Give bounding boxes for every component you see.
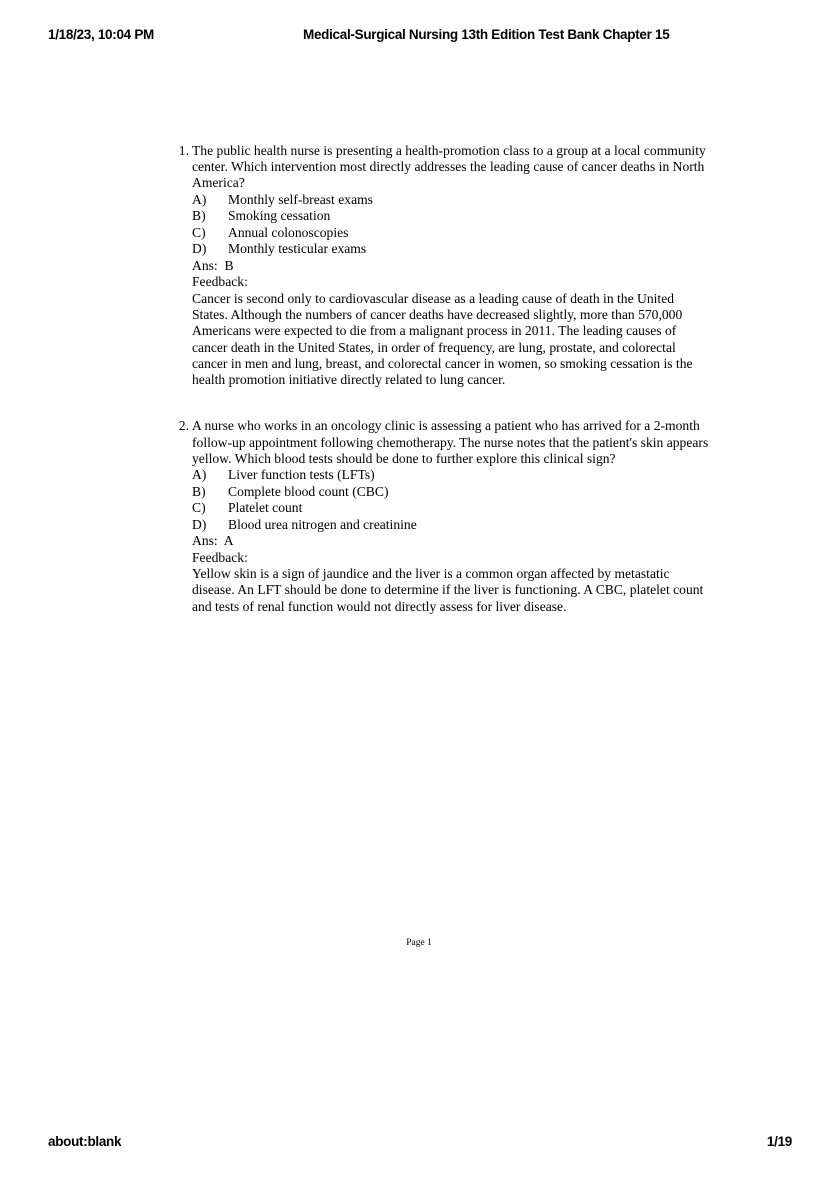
answer-option[interactable]: [192, 517, 715, 534]
option-text: Liver function tests (LFTs): [228, 467, 375, 482]
question-stem: A nurse who works in an oncology clinic is assessing a patient who has arrived for a 2-month follow-up appointment following chemotherapy. The nurse notes that the patient's skin appears yellow. Which blood tests should be done to further explore this clinical sign?: [192, 418, 709, 466]
answer-option[interactable]: [192, 225, 715, 242]
question-number: 2.: [178, 418, 189, 434]
feedback-text: Cancer is second only to cardiovascular disease as a leading cause of death in the United States. Although the numbers of cancer deaths have decreased slightly, more than 570,000 Americans were expected to die from a malignant process in 2011. The leading causes of cancer death in the United States, in order of frequency, are lung, prostate, and colorectal cancer in men and lung, breast, and colorectal cancer in women, so smoking cessation is the health promotion initiative directly related to lung cancer.: [192, 290, 693, 388]
question-stem: The public health nurse is presenting a health-promotion class to a group at a local community center. Which intervention most directly addresses the leading cause of cancer deaths in North America?: [192, 143, 706, 191]
answer-option[interactable]: [192, 484, 715, 501]
question-item: [175, 418, 715, 615]
option-letter: D): [192, 241, 207, 257]
answer-option[interactable]: [192, 208, 715, 225]
option-letter: B): [192, 208, 206, 224]
browser-print-footer: [0, 1134, 840, 1154]
feedback-label: Feedback:: [192, 549, 248, 565]
feedback-label: Feedback:: [192, 274, 248, 290]
question-item: [175, 143, 715, 388]
option-text: Monthly testicular exams: [228, 241, 367, 257]
option-text: Annual colonoscopies: [228, 224, 349, 240]
print-header-title: Medical-Surgical Nursing 13th Edition Test Bank Chapter 15: [303, 27, 670, 42]
option-text: Blood urea nitrogen and creatinine: [228, 516, 417, 532]
option-letter: A): [192, 191, 207, 207]
document-page-marker: Page 1: [406, 938, 432, 948]
option-letter: C): [192, 224, 206, 240]
option-text: Platelet count: [228, 500, 303, 515]
question-number: 1.: [178, 143, 189, 158]
answer-key: Ans: A: [192, 533, 234, 548]
print-footer-page-indicator: 1/19: [766, 1134, 792, 1149]
answer-option-list: [192, 467, 715, 533]
print-header-date: 1/18/23, 10:04 PM: [48, 27, 154, 42]
option-text: Complete blood count (CBC): [228, 483, 389, 499]
option-text: Monthly self-breast exams: [228, 191, 373, 207]
answer-option[interactable]: [192, 467, 715, 484]
answer-option[interactable]: [192, 500, 715, 517]
print-footer-url: about:blank: [48, 1134, 122, 1149]
answer-key: Ans: B: [192, 257, 234, 273]
browser-print-header: [0, 27, 840, 47]
answer-option[interactable]: [192, 241, 715, 258]
option-letter: B): [192, 483, 206, 499]
option-letter: C): [192, 500, 206, 515]
option-letter: D): [192, 516, 207, 532]
option-letter: A): [192, 467, 207, 482]
answer-option[interactable]: [192, 192, 715, 209]
option-text: Smoking cessation: [228, 208, 331, 224]
feedback-text: Yellow skin is a sign of jaundice and the liver is a common organ affected by metastatic disease. An LFT should be done to determine if the liver is functioning. A CBC, platelet count and tests of renal function would not directly assess for liver disease.: [192, 566, 704, 614]
answer-option-list: [192, 192, 715, 258]
document-content: [175, 143, 715, 615]
